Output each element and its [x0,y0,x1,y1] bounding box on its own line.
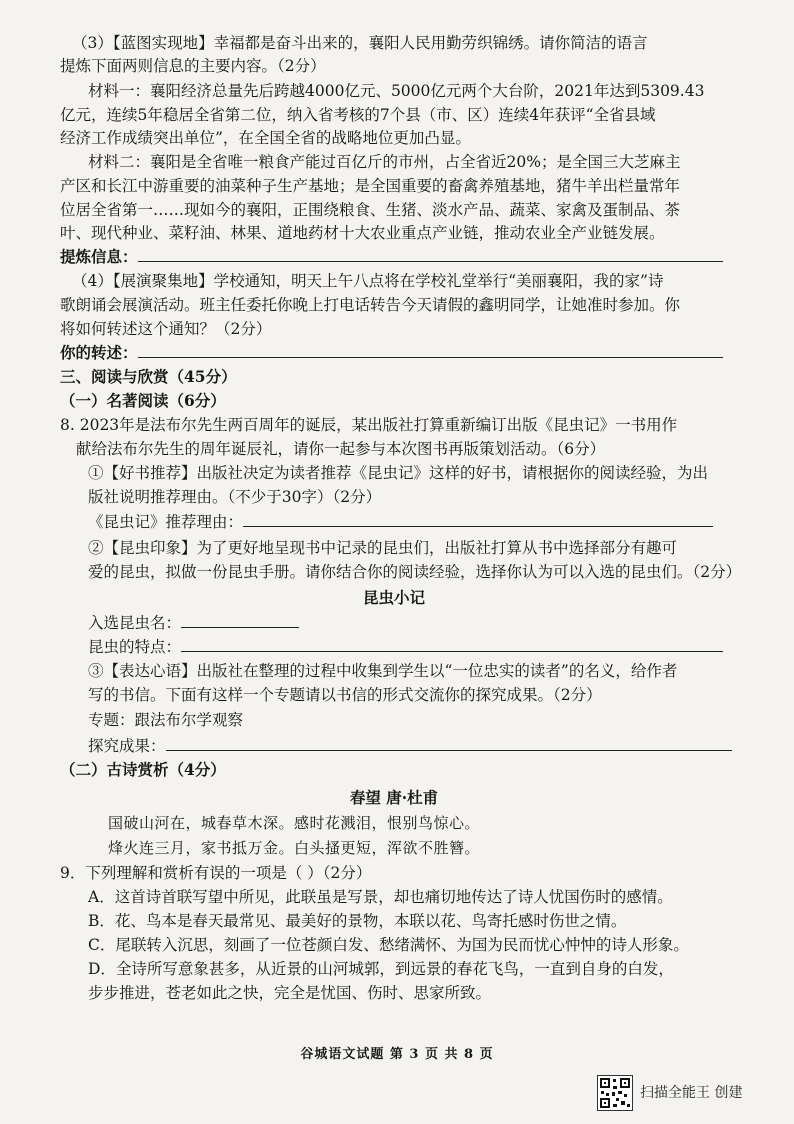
insect-notes-title: 昆虫小记 [362,588,425,607]
page-footer: 谷城语文试题 第 3 页 共 8 页 [300,1047,494,1062]
recommend-reason-text: 《昆虫记》推荐理由： [88,513,244,531]
q9-option-b[interactable]: B．花、鸟本是春天最常见、最美好的景物，本联以花、鸟寄托感时伤世之情。 [88,912,627,930]
section-three-heading: 三、阅读与欣赏（45分） [60,367,237,386]
q9-option-a[interactable]: A．这首诗首联写望中所见，此联虽是写景，却也痛切地传达了诗人忧国伤时的感情。 [88,888,673,906]
material-one-end: 经济工作成绩突出单位”，在全国全省的战略地位更加凸显。 [60,129,471,147]
extract-info-label [60,246,728,268]
poem-line-2: 烽火连三月，家书抵万金。白头搔更短，浑欲不胜簪。 [108,839,481,857]
q8-3-title: ③【表达心语】出版社在整理的过程中收集到学生以“一位忠实的读者”的名义，给作者 [88,662,678,680]
q8-2-title: ②【昆虫印象】为了更好地呈现书中记录的昆虫们，出版社打算从书中选择部分有趣可 [88,539,678,557]
topic-line: 专题：跟法布尔学观察 [88,711,244,729]
material-two-cont2: 位居全省第一……现如今的襄阳，正围绕粮食、生猪、淡水产品、蔬菜、家禽及蛋制品、茶 [60,201,681,219]
q4-cont: 歌朗诵会展演活动。班主任委托你晚上打电话转告今天请假的鑫明同学，让她准时参加。你 [60,296,681,314]
your-retelling-blank[interactable] [138,343,723,358]
watermark-text: 扫描全能王 创建 [640,1085,743,1101]
poem-line-1: 国破山河在，城春草木深。感时花溅泪，恨别鸟惊心。 [108,814,481,832]
recommend-reason-blank[interactable] [243,512,713,527]
q8-2-cont: 爱的昆虫，拟做一份昆虫手册。请你结合你的阅读经验，选择你认为可以入选的昆虫们。（2分） [88,563,742,581]
q8-1-cont: 版社说明推荐理由。（不少于30字）（2分） [88,488,382,506]
q4-title: （4）【展演聚集地】学校通知，明天上午八点将在学校礼堂举行“美丽襄阳，我的家”诗 [72,272,664,290]
insect-feature-label [88,636,756,658]
your-retelling-label [60,342,728,364]
poem-title: 春望 唐·杜甫 [349,788,439,807]
findings-label [88,735,756,757]
insect-name-text: 入选昆虫名： [88,614,182,632]
qr-code-icon [597,1075,633,1111]
insect-name-label [88,612,756,634]
q4-end: 将如何转述这个通知？（2分） [60,320,272,338]
part-two-heading: （二）古诗赏析（4分） [60,760,226,779]
insect-name-blank[interactable] [181,613,299,628]
extract-info-text: 提炼信息： [60,247,138,266]
insect-feature-text: 昆虫的特点： [88,638,182,656]
q9-option-d-cont: 步步推进，苍老如此之快，完全是忧国、伤时、思家所致。 [88,984,492,1002]
q8-stem-cont: 献给法布尔先生的周年诞辰礼，请你一起参与本次图书再版策划活动。（6分） [76,440,606,458]
findings-text: 探究成果： [88,737,166,755]
q9-option-c[interactable]: C．尾联转入沉思，刻画了一位苍颜白发、愁绪满怀、为国为民而忧心忡忡的诗人形象。 [88,936,689,954]
q8-1-title: ①【好书推荐】出版社决定为读者推荐《昆虫记》这样的好书，请根据你的阅读经验，为出 [88,464,709,482]
findings-blank[interactable] [166,736,732,751]
recommend-reason-label [88,511,756,533]
extract-info-blank[interactable] [138,247,723,262]
material-two-end: 叶、现代种业、菜籽油、林果、道地药材十大农业重点产业链，推动农业全产业链发展。 [60,224,665,242]
q8-stem: 8. 2023年是法布尔先生两百周年的诞辰，某出版社打算重新编订出版《昆虫记》一书用作 [60,416,678,434]
material-two-cont: 产区和长江中游重要的油菜种子生产基地；是全国重要的畜禽养殖基地，猪牛羊出栏量常年 [60,177,681,195]
material-one: 材料一：襄阳经济总量先后跨越4000亿元、5000亿元两个大台阶，2021年达到5309.43 [88,82,705,100]
q9-option-d[interactable]: D．全诗所写意象甚多，从近景的山河城郭，到远景的春花飞鸟，一直到自身的白发， [88,960,674,978]
q8-3-cont: 写的书信。下面有这样一个专题请以书信的形式交流你的探究成果。（2分） [88,686,602,704]
insect-feature-blank[interactable] [181,637,723,652]
part-one-heading: （一）名著阅读（6分） [60,391,226,410]
material-one-cont: 亿元，连续5年稳居全省第二位，纳入省考核的7个县（市、区）连续4年获评“全省县域 [60,106,656,124]
q9-stem: 9．下列理解和赏析有误的一项是（ ）（2分） [60,864,372,882]
material-two: 材料二：襄阳是全省唯一粮食产能过百亿斤的市州，占全省近20%；是全国三大芝麻主 [88,153,681,171]
q3-title: （3）【蓝图实现地】幸福都是奋斗出来的，襄阳人民用勤劳织锦绣。请你简洁的语言 [72,34,648,52]
q3-title-cont: 提炼下面两则信息的主要内容。（2分） [60,57,326,75]
your-retelling-text: 你的转述： [60,343,138,362]
